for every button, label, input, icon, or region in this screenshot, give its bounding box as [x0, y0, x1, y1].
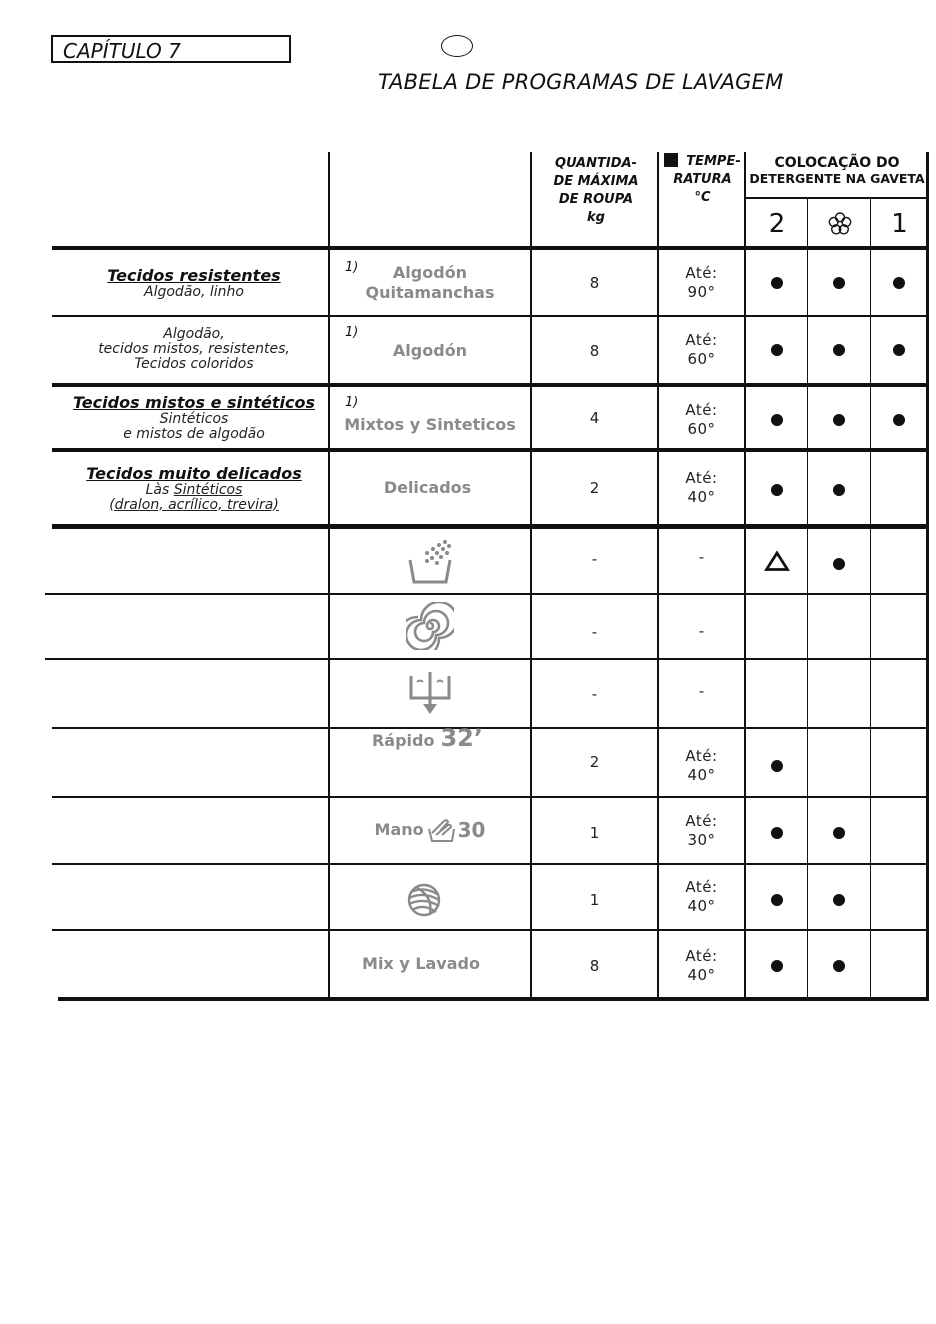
row-3-compartment-1 [871, 387, 926, 452]
row-3-program: Mixtos y Sinteticos [344, 415, 516, 434]
row-9-compartment-softener [808, 797, 870, 869]
row-1-compartment-2 [746, 250, 807, 315]
dot-mark [833, 960, 845, 972]
dot-mark [771, 827, 783, 839]
row-8-program: Rápido 32’ [371, 724, 483, 752]
header-quantity: QUANTIDA- DE MÁXIMA DE ROUPA kg [553, 156, 639, 225]
row-5-compartment-softener [808, 529, 870, 599]
row-11-compartment-2 [746, 931, 807, 1001]
triangle-icon [764, 550, 790, 572]
row-2-description: Algodão, tecidos mistos, resistentes, Tecidos coloridos [98, 326, 290, 372]
row-5-temperature: - [698, 548, 705, 566]
dot-mark [833, 558, 845, 570]
row-9-compartment-2 [746, 797, 807, 869]
spin-icon [330, 594, 530, 658]
dot-mark [833, 484, 845, 496]
grid-line [926, 152, 929, 1000]
row-11-program: Mix y Lavado [362, 954, 480, 973]
row-4-program: Delicados [383, 478, 472, 497]
header-temperature: TEMPE- RATURA °C [660, 153, 745, 207]
temperature-square-icon [664, 153, 678, 167]
row-4-description: Tecidos muito delicados Làs Sintéticos (dralon, acrílico, trevira) [86, 463, 302, 513]
dot-mark [893, 414, 905, 426]
page-title: TABELA DE PROGRAMAS DE LAVAGEM [378, 70, 784, 94]
row-1-compartment-softener [808, 250, 870, 315]
dot-mark [771, 894, 783, 906]
row-10-temperature: Até: 40° [685, 877, 718, 915]
row-8-kg: 2 [589, 753, 600, 771]
row-10-kg: 1 [589, 890, 600, 909]
dot-mark [833, 414, 845, 426]
dot-mark [893, 344, 905, 356]
grid-line [744, 197, 929, 199]
dot-mark [771, 344, 783, 356]
dot-mark [833, 277, 845, 289]
dot-mark [833, 344, 845, 356]
row-2-compartment-2 [746, 316, 807, 383]
row-8-temperature: Até: 40° [685, 746, 718, 784]
language-oval [441, 35, 473, 57]
dot-mark [771, 760, 783, 772]
dot-mark [833, 894, 845, 906]
row-11-compartment-softener [808, 931, 870, 1001]
row-2-compartment-1 [871, 316, 926, 383]
row-6-kg: - [591, 623, 598, 641]
row-4-kg: 2 [589, 479, 600, 497]
row-1-temperature: Até: 90° [685, 263, 718, 301]
chapter-label: CAPÍTULO 7 [51, 35, 291, 63]
row-1-compartment-1 [871, 250, 926, 315]
header-detergent: COLOCAÇÃO DO DETERGENTE NA GAVETA [749, 155, 925, 186]
dot-mark [893, 277, 905, 289]
row-4-compartment-2 [746, 452, 807, 528]
row-3-note: 1) [345, 395, 359, 410]
row-9-kg: 1 [589, 824, 600, 842]
row-3-kg: 4 [589, 408, 600, 427]
row-6-temperature: - [698, 622, 705, 640]
drain-icon [330, 659, 530, 727]
row-3-compartment-2 [746, 387, 807, 452]
dot-mark [771, 960, 783, 972]
handwash-icon [426, 817, 456, 843]
row-7-temperature: - [698, 682, 705, 700]
row-3-description: Tecidos mistos e sintéticos Sintéticos e mistos de algodão [72, 393, 316, 442]
row-9-temperature: Até: 30° [685, 812, 718, 849]
dot-mark [771, 277, 783, 289]
row-2-temperature: Até: 60° [685, 330, 718, 368]
row-5-kg: - [591, 550, 598, 568]
row-1-kg: 8 [589, 273, 600, 292]
row-10-compartment-2 [746, 864, 807, 936]
flower-icon [808, 200, 871, 248]
row-8-compartment-2 [746, 728, 807, 803]
row-1-description: Tecidos resistentes Algodão, linho [107, 265, 281, 300]
wool-icon [330, 864, 518, 936]
row-11-kg: 8 [589, 957, 600, 975]
row-3-temperature: Até: 60° [685, 400, 718, 438]
row-1-program: Algodón Quitamanchas [365, 262, 495, 302]
row-5-compartment-2 [746, 529, 807, 593]
row-2-compartment-softener [808, 316, 870, 383]
row-4-temperature: Até: 40° [685, 469, 718, 506]
row-3-compartment-softener [808, 387, 870, 452]
dot-mark [833, 827, 845, 839]
row-11-temperature: Até: 40° [685, 947, 718, 984]
row-2-kg: 8 [589, 342, 600, 360]
compartment-1-label: 1 [891, 209, 908, 239]
row-2-note: 1) [345, 325, 359, 340]
row-9-program: Mano 30 [374, 818, 486, 842]
row-4-compartment-softener [808, 452, 870, 528]
row-10-compartment-softener [808, 864, 870, 936]
row-1-note: 1) [345, 260, 359, 275]
row-2-program: Algodón [392, 341, 468, 360]
dot-mark [771, 484, 783, 496]
rinse-icon [330, 529, 530, 593]
compartment-2-label: 2 [768, 209, 786, 239]
dot-mark [771, 414, 783, 426]
row-7-kg: - [591, 685, 598, 703]
